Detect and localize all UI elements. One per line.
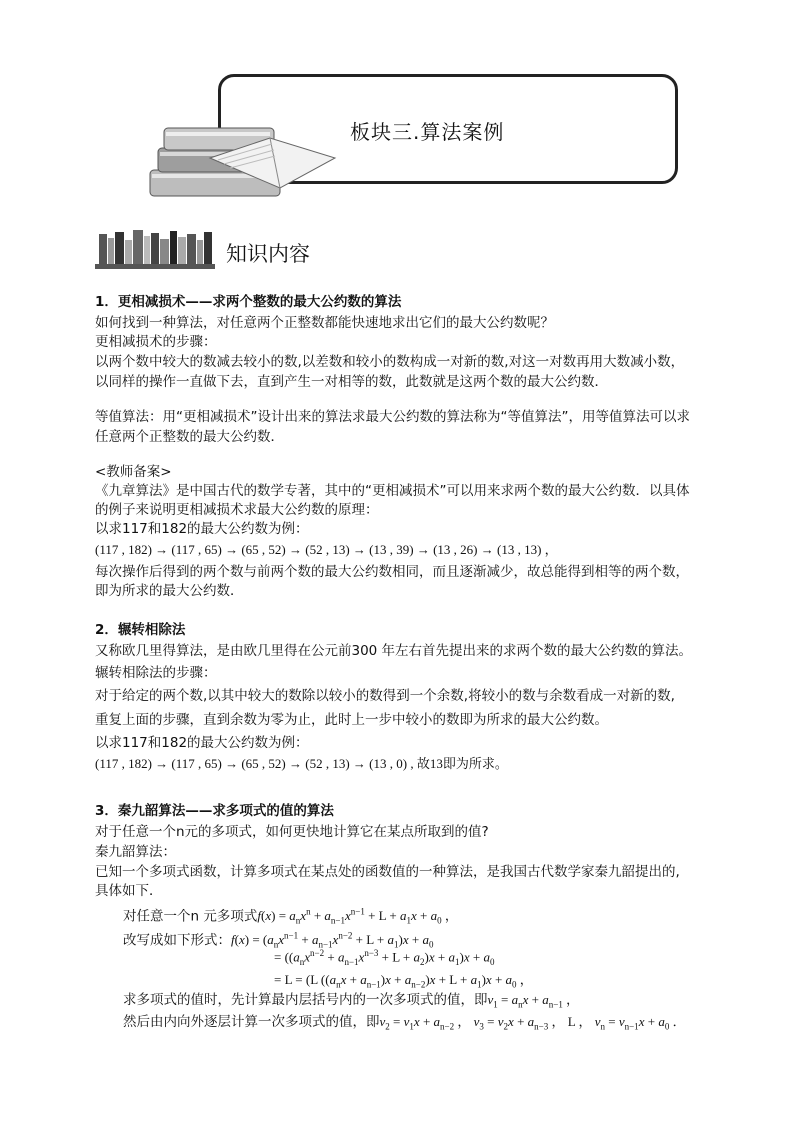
text-line: 改写成如下形式：$f(x) = (a_nx^{n-1} + a_{n-1}x^{n-2} + L + a_1)x + a_0$ xyxy=(123,931,434,950)
text-line: 以求117和182的最大公约数为例： xyxy=(95,521,309,537)
text-line: 以求117和182的最大公约数为例： xyxy=(95,735,309,751)
section-1-heading: 1．更相减损术——求两个整数的最大公约数的算法 xyxy=(95,294,402,310)
text-line: 任意两个正整数的最大公约数． xyxy=(95,429,284,445)
section-title: 知识内容 xyxy=(226,242,310,266)
formula-line: = L = (L $((a_nx + a_{n-1})x + a_{n-2})x + L + a_1)x + a_0$ ， xyxy=(274,972,533,990)
text-line: 的例子来说明更相减损术求最大公约数的原理： xyxy=(95,502,379,518)
text-line: 求多项式的值时，先计算最内层括号内的一次多项式的值，即$v_1 = a_nx + a_{n-1}$ ， xyxy=(123,992,580,1010)
bookshelf-icon xyxy=(95,228,217,270)
text-line: 具体如下． xyxy=(95,883,163,899)
text-line: 对任意一个n 元多项式$f(x) = a_nx^n + a_{n-1}x^{n-1} + L + a_1x + a_0$ ， xyxy=(123,907,458,926)
text-line: 每次操作后得到的两个数与前两个数的最大公约数相同，而且逐渐减少，故总能得到相等的两个数， xyxy=(95,564,689,580)
text-line: 等值算法：用“更相减损术”设计出来的算法求最大公约数的算法称为“等值算法”，用等值算法可以求 xyxy=(95,409,690,425)
text-line: <教师备案> xyxy=(95,464,172,480)
text-line: 即为所求的最大公约数． xyxy=(95,583,244,599)
text-line: 更相减损术的步骤： xyxy=(95,334,217,350)
text-line: 辗转相除法的步骤： xyxy=(95,665,217,681)
text-line: 又称欧几里得算法，是由欧几里得在公元前300 年左右首先提出来的求两个数的最大公约数的算法。 xyxy=(95,643,693,659)
books-icon xyxy=(140,118,340,208)
text-line: 秦九韶算法： xyxy=(95,844,176,860)
text-line: 然后由内向外逐层计算一次多项式的值，即$v_2 = v_1x + a_{n-2}$ ， $v_3 = v_2x + a_{n-3}$ ， L ， $v_n = v_{n-1}x + a_0$ ． xyxy=(123,1014,686,1032)
text-line: 以两个数中较大的数减去较小的数,以差数和较小的数构成一对新的数,对这一对数再用大数减小数， xyxy=(95,354,685,370)
text-line: 已知一个多项式函数，计算多项式在某点处的函数值的一种算法，是我国古代数学家秦九韶提出的, xyxy=(95,864,680,880)
text-line: 以同样的操作一直做下去，直到产生一对相等的数，此数就是这两个数的最大公约数． xyxy=(95,374,608,390)
formula-line: = $((a_nx^{n-2} + a_{n-1}x^{n-3} + L + a_2)x + a_1)x + a_0$ xyxy=(274,948,495,967)
formula-chain: (117 , 182) → (117 , 65) → (65 , 52) → (52 , 13) → (13 , 0) , 故13即为所求。 xyxy=(95,756,508,771)
section-2-heading: 2．辗转相除法 xyxy=(95,622,186,638)
page-title: 板块三.算法案例 xyxy=(350,120,505,144)
formula-chain: (117 , 182) → (117 , 65) → (65 , 52) → (52 , 13) → (13 , 39) → (13 , 26) → (13 , 13) ， xyxy=(95,542,558,557)
text-line: 对于任意一个n元的多项式，如何更快地计算它在某点所取到的值? xyxy=(95,824,489,840)
text-line: 重复上面的步骤，直到余数为零为止，此时上一步中较小的数即为所求的最大公约数。 xyxy=(95,712,608,728)
section-3-heading: 3．秦九韶算法——求多项式的值的算法 xyxy=(95,803,334,819)
text-line: 对于给定的两个数,以其中较大的数除以较小的数得到一个余数,将较小的数与余数看成一对新的数, xyxy=(95,688,675,704)
text-line: 《九章算法》是中国古代的数学专著，其中的“更相减损术”可以用来求两个数的最大公约数．以具体 xyxy=(95,483,690,499)
text-line: 如何找到一种算法，对任意两个正整数都能快速地求出它们的最大公约数呢？ xyxy=(95,315,554,331)
